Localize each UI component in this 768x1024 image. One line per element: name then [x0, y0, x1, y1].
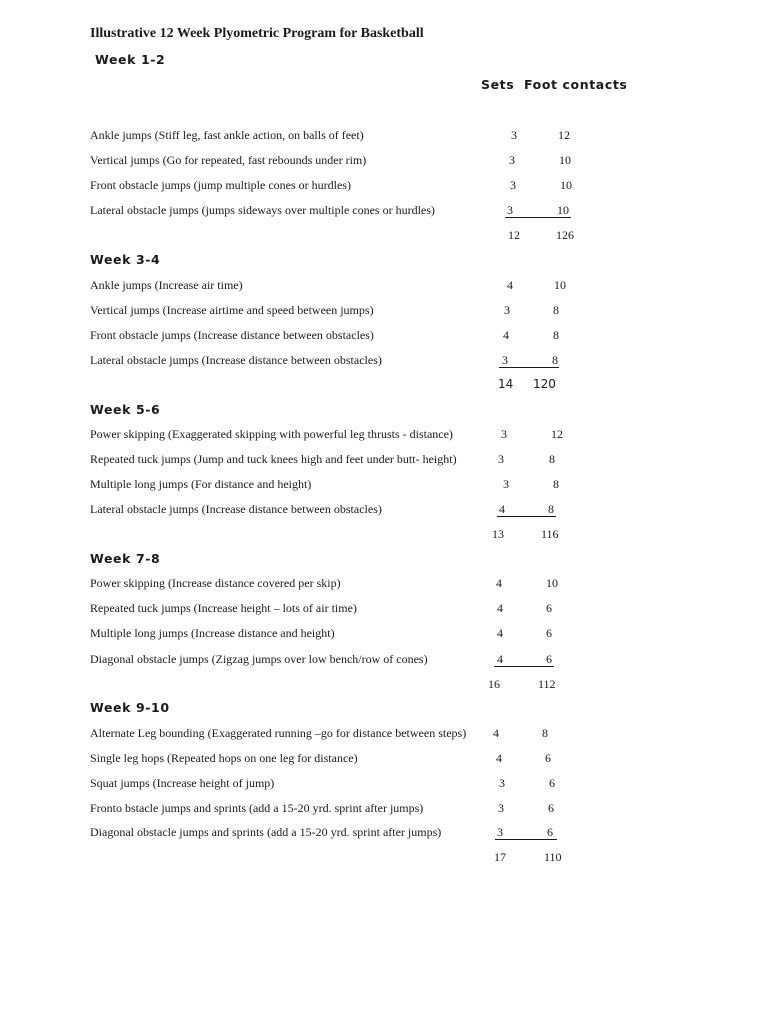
week-heading-9-10: Week 9-10 [90, 700, 170, 715]
subtotal-rule [497, 516, 556, 517]
subtotal-rule [505, 217, 571, 218]
column-header-sets: Sets [481, 77, 515, 92]
sets-value: 4 [497, 601, 503, 615]
exercise-name: Multiple long jumps (For distance and height) [90, 477, 312, 491]
sets-value: 3 [509, 153, 515, 167]
sets-value: 4 [496, 576, 502, 590]
exercise-name: Repeated tuck jumps (Increase height – lots of air time) [90, 601, 357, 615]
exercise-row [0, 477, 768, 493]
exercise-row [0, 427, 768, 443]
sets-value: 4 [499, 502, 505, 516]
sets-value: 3 [507, 203, 513, 217]
foot-contacts-value: 8 [553, 303, 559, 317]
exercise-row [0, 652, 768, 668]
subtotal-rule [499, 367, 559, 368]
foot-contacts-value: 8 [553, 477, 559, 491]
exercise-row [0, 576, 768, 592]
sets-value: 3 [510, 178, 516, 192]
column-header-foot-contacts: Foot contacts [524, 77, 628, 92]
exercise-row [0, 601, 768, 617]
exercise-name: Front obstacle jumps (Increase distance between obstacles) [90, 328, 374, 342]
sets-value: 3 [497, 825, 503, 839]
sets-value: 3 [498, 452, 504, 466]
exercise-name: Front obstacle jumps (jump multiple cones or hurdles) [90, 178, 351, 192]
exercise-name: Squat jumps (Increase height of jump) [90, 776, 275, 790]
total-sets: 13 [492, 527, 504, 541]
total-foot-contacts: 110 [544, 850, 562, 864]
exercise-name: Power skipping (Exaggerated skipping with powerful leg thrusts - distance) [90, 427, 453, 441]
sets-value: 3 [498, 801, 504, 815]
foot-contacts-value: 8 [553, 328, 559, 342]
foot-contacts-value: 6 [546, 601, 552, 615]
exercise-row [0, 128, 768, 144]
total-foot-contacts: 120 [533, 377, 556, 391]
sets-value: 4 [496, 751, 502, 765]
foot-contacts-value: 8 [542, 726, 548, 740]
exercise-row [0, 776, 768, 792]
exercise-row [0, 801, 768, 817]
sets-value: 3 [503, 477, 509, 491]
exercise-row [0, 153, 768, 169]
exercise-name: Fronto bstacle jumps and sprints (add a 15-20 yrd. sprint after jumps) [90, 801, 424, 815]
exercise-name: Alternate Leg bounding (Exaggerated running –go for distance between steps) [90, 726, 467, 740]
total-foot-contacts: 112 [538, 677, 556, 691]
foot-contacts-value: 8 [549, 452, 555, 466]
sets-value: 3 [501, 427, 507, 441]
foot-contacts-value: 10 [557, 203, 569, 217]
exercise-row [0, 303, 768, 319]
week-heading-5-6: Week 5-6 [90, 402, 161, 417]
foot-contacts-value: 6 [549, 776, 555, 790]
foot-contacts-value: 10 [559, 153, 571, 167]
exercise-row [0, 502, 768, 518]
exercise-name: Lateral obstacle jumps (Increase distance between obstacles) [90, 502, 382, 516]
exercise-name: Vertical jumps (Increase airtime and speed between jumps) [90, 303, 374, 317]
foot-contacts-value: 10 [554, 278, 566, 292]
exercise-row [0, 626, 768, 642]
exercise-name: Diagonal obstacle jumps and sprints (add a 15-20 yrd. sprint after jumps) [90, 825, 442, 839]
foot-contacts-value: 10 [546, 576, 558, 590]
exercise-name: Repeated tuck jumps (Jump and tuck knees high and feet under butt- height) [90, 452, 457, 466]
exercise-row [0, 452, 768, 468]
subtotal-rule [495, 839, 557, 840]
exercise-name: Multiple long jumps (Increase distance and height) [90, 626, 335, 640]
total-foot-contacts: 126 [556, 228, 574, 242]
exercise-row [0, 726, 768, 742]
week-heading-1-2: Week 1-2 [95, 52, 166, 67]
foot-contacts-value: 6 [548, 801, 554, 815]
total-sets: 17 [494, 850, 506, 864]
exercise-name: Power skipping (Increase distance covered per skip) [90, 576, 341, 590]
sets-value: 3 [499, 776, 505, 790]
total-foot-contacts: 116 [541, 527, 559, 541]
foot-contacts-value: 10 [560, 178, 572, 192]
exercise-name: Ankle jumps (Stiff leg, fast ankle action, on balls of feet) [90, 128, 364, 142]
foot-contacts-value: 6 [546, 626, 552, 640]
sets-value: 4 [497, 652, 503, 666]
exercise-row [0, 278, 768, 294]
foot-contacts-value: 6 [547, 825, 553, 839]
foot-contacts-value: 12 [558, 128, 570, 142]
exercise-row [0, 353, 768, 369]
sets-value: 3 [502, 353, 508, 367]
exercise-name: Lateral obstacle jumps (Increase distance between obstacles) [90, 353, 382, 367]
sets-value: 4 [497, 626, 503, 640]
sets-value: 4 [503, 328, 509, 342]
week-heading-3-4: Week 3-4 [90, 252, 161, 267]
subtotal-rule [494, 666, 554, 667]
sets-value: 3 [511, 128, 517, 142]
foot-contacts-value: 8 [552, 353, 558, 367]
sets-value: 4 [507, 278, 513, 292]
foot-contacts-value: 8 [548, 502, 554, 516]
foot-contacts-value: 12 [551, 427, 563, 441]
page-title: Illustrative 12 Week Plyometric Program for Basketball [90, 26, 424, 41]
exercise-row [0, 825, 768, 841]
exercise-row [0, 751, 768, 767]
sets-value: 3 [504, 303, 510, 317]
exercise-name: Single leg hops (Repeated hops on one leg for distance) [90, 751, 358, 765]
total-sets: 16 [488, 677, 500, 691]
total-sets: 14 [498, 377, 514, 391]
exercise-name: Diagonal obstacle jumps (Zigzag jumps over low bench/row of cones) [90, 652, 428, 666]
foot-contacts-value: 6 [546, 652, 552, 666]
exercise-row [0, 178, 768, 194]
week-heading-7-8: Week 7-8 [90, 551, 161, 566]
exercise-row [0, 328, 768, 344]
foot-contacts-value: 6 [545, 751, 551, 765]
exercise-name: Lateral obstacle jumps (jumps sideways over multiple cones or hurdles) [90, 203, 435, 217]
exercise-name: Vertical jumps (Go for repeated, fast rebounds under rim) [90, 153, 367, 167]
sets-value: 4 [493, 726, 499, 740]
total-sets: 12 [508, 228, 520, 242]
exercise-name: Ankle jumps (Increase air time) [90, 278, 243, 292]
exercise-row [0, 203, 768, 219]
